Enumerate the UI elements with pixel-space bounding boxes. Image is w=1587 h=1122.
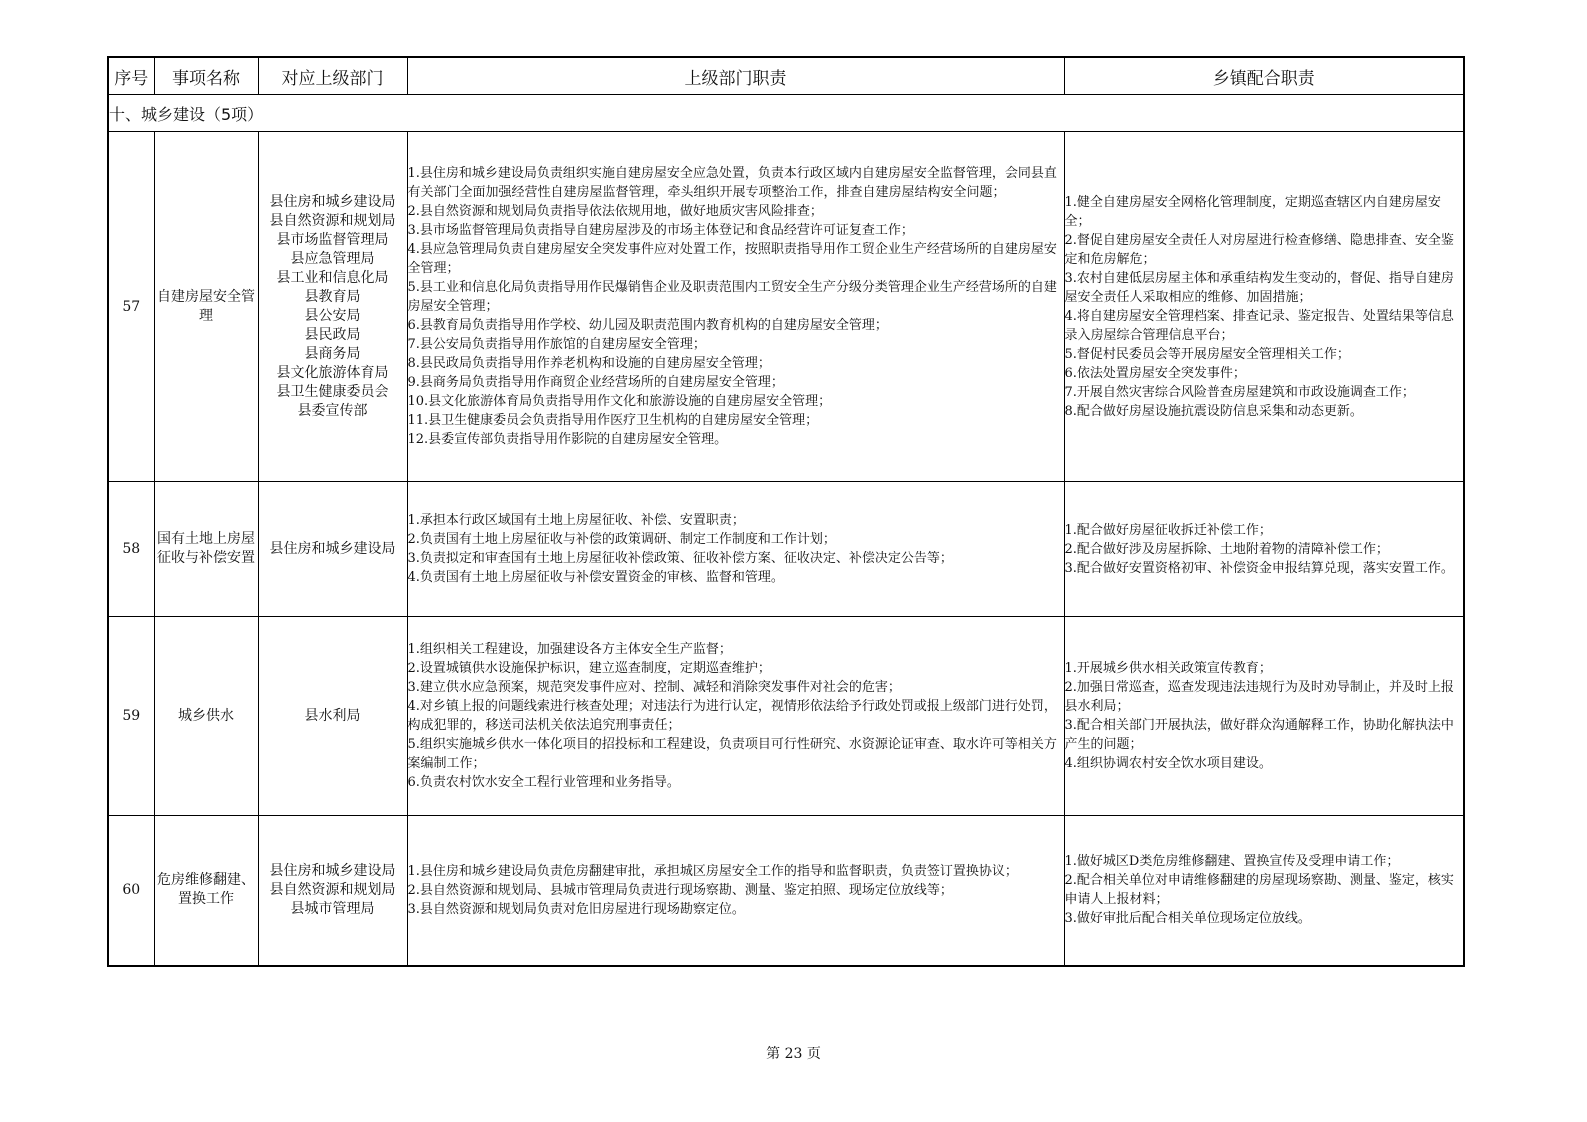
town-duty-item: 2.配合相关单位对申请维修翻建的房屋现场察勘、测量、鉴定，核实申请人上报材料； (1064, 873, 1454, 908)
duty-item: 3.县市场监督管理局负责指导自建房屋涉及的市场主体登记和食品经营许可证复查工作； (407, 223, 914, 238)
superior-duties-cell (407, 617, 1064, 816)
row-number: 59 (108, 617, 154, 816)
header-superior-department: 对应上级部门 (258, 57, 407, 95)
department-item: 县市场监督管理局 (276, 231, 389, 248)
town-duty-item: 4.将自建房屋安全管理档案、排查记录、鉴定报告、处置结果等信息录入房屋综合管理信息平台； (1064, 308, 1454, 343)
header-township-duties: 乡镇配合职责 (1064, 57, 1464, 95)
table-row (108, 482, 1464, 617)
department-item: 县公安局 (304, 307, 361, 324)
duty-item: 2.设置城镇供水设施保护标识，建立巡查制度，定期巡查维护； (407, 661, 771, 676)
row-number: 57 (108, 132, 154, 482)
department-item: 县自然资源和规划局 (269, 881, 396, 898)
duty-item: 4.负责国有土地上房屋征收与补偿安置资金的审核、监督和管理。 (407, 570, 784, 585)
township-duties-cell (1064, 617, 1464, 816)
town-duty-item: 3.配合相关部门开展执法，做好群众沟通解释工作，协助化解执法中产生的问题； (1064, 718, 1454, 752)
town-duty-item: 5.督促村民委员会等开展房屋安全管理相关工作； (1064, 346, 1350, 362)
town-duty-item: 2.配合做好涉及房屋拆除、土地附着物的清障补偿工作； (1064, 541, 1389, 557)
town-duty-item: 7.开展自然灾害综合风险普查房屋建筑和市政设施调查工作； (1064, 384, 1415, 400)
duty-item: 3.县自然资源和规划局负责对危旧房屋进行现场勘察定位。 (407, 901, 745, 917)
department-item: 县商务局 (304, 345, 361, 362)
section-title: 十、城乡建设（5项） (108, 95, 1464, 132)
department-item: 县文化旅游体育局 (276, 364, 389, 381)
department-item: 县住房和城乡建设局 (269, 193, 396, 210)
responsibility-table (107, 56, 1465, 967)
town-duty-item: 1.配合做好房屋征收拆迁补偿工作； (1064, 522, 1272, 538)
town-duty-item: 3.配合做好安置资格初审、补偿资金申报结算兑现，落实安置工作。 (1064, 560, 1454, 576)
town-duty-item: 3.农村自建低层房屋主体和承重结构发生变动的，督促、指导自建房屋安全责任人采取相应的维修、加固措施； (1064, 270, 1454, 305)
duty-item: 8.县民政局负责指导用作养老机构和设施的自建房屋安全管理； (407, 356, 771, 371)
town-duty-item: 1.健全自建房屋安全网格化管理制度，定期巡查辖区内自建房屋安全； (1064, 194, 1441, 229)
duty-item: 7.县公安局负责指导用作旅馆的自建房屋安全管理； (407, 337, 706, 352)
header-item-name: 事项名称 (154, 57, 258, 95)
table-row (108, 816, 1464, 966)
duty-item: 4.对乡镇上报的问题线索进行核查处理；对违法行为进行认定，视情形依法给予行政处罚或报上级部门进行处罚，构成犯罪的，移送司法机关依法追究刑事责任； (407, 699, 1057, 733)
town-duty-item: 1.开展城乡供水相关政策宣传教育； (1064, 661, 1272, 676)
duty-item: 3.负责拟定和审查国有土地上房屋征收补偿政策、征收补偿方案、征收决定、补偿决定公告等； (407, 551, 953, 566)
item-name: 危房维修翻建、置换工作 (154, 816, 258, 966)
superior-duties-cell (407, 132, 1064, 482)
department-item: 县住房和城乡建设局 (269, 540, 396, 557)
header-serial-number: 序号 (108, 57, 154, 95)
department-item: 县工业和信息化局 (276, 269, 389, 286)
town-duty-item: 1.做好城区D类危房维修翻建、置换宣传及受理申请工作； (1064, 854, 1400, 870)
item-name: 城乡供水 (154, 617, 258, 816)
row-number: 60 (108, 816, 154, 966)
page-number: 第 23 页 (766, 1046, 821, 1062)
department-item: 县卫生健康委员会 (276, 383, 389, 400)
header-superior-duties: 上级部门职责 (407, 57, 1064, 95)
town-duty-item: 6.依法处置房屋安全突发事件； (1064, 365, 1246, 381)
table-row (108, 617, 1464, 816)
department-list (258, 132, 407, 482)
department-item: 县住房和城乡建设局 (269, 862, 396, 879)
department-item: 县自然资源和规划局 (269, 212, 396, 229)
duty-item: 2.县自然资源和规划局负责指导依法依规用地，做好地质灾害风险排查； (407, 204, 823, 219)
department-item: 县民政局 (304, 326, 361, 343)
table-row (108, 132, 1464, 482)
town-duty-item: 3.做好审批后配合相关单位现场定位放线。 (1064, 911, 1311, 927)
duty-item: 4.县应急管理局负责自建房屋安全突发事件应对处置工作，按照职责指导用作工贸企业生产经营场所的自建房屋安全管理； (407, 242, 1057, 276)
duty-item: 5.县工业和信息化局负责指导用作民爆销售企业及职责范围内工贸安全生产分级分类管理企业生产经营场所的自建房屋安全管理； (407, 280, 1057, 314)
duty-item: 6.负责农村饮水安全工程行业管理和业务指导。 (407, 775, 680, 790)
duty-item: 12.县委宣传部负责指导用作影院的自建房屋安全管理。 (407, 432, 728, 447)
department-item: 县城市管理局 (290, 900, 375, 917)
town-duty-item: 2.加强日常巡查，巡查发现违法违规行为及时劝导制止，并及时上报县水利局； (1064, 680, 1454, 714)
department-item: 县应急管理局 (290, 250, 375, 267)
section-row (108, 95, 1464, 132)
department-item: 县委宣传部 (297, 402, 368, 419)
table-header-row (108, 57, 1464, 95)
duty-item: 1.县住房和城乡建设局负责危房翻建审批，承担城区房屋安全工作的指导和监督职责，负责签订置换协议； (407, 863, 1018, 879)
department-list (258, 617, 407, 816)
superior-duties-cell (407, 482, 1064, 617)
duty-item: 1.组织相关工程建设，加强建设各方主体安全生产监督； (407, 642, 732, 657)
duty-item: 1.县住房和城乡建设局负责组织实施自建房屋安全应急处置，负责本行政区域内自建房屋安全监督管理，会同县直有关部门全面加强经营性自建房屋监督管理，牵头组织开展专项整治工作，排查自建房屋结构安全问题； (407, 166, 1057, 200)
superior-duties-cell (407, 816, 1064, 966)
town-duty-item: 2.督促自建房屋安全责任人对房屋进行检查修缮、隐患排查、安全鉴定和危房解危； (1064, 232, 1454, 267)
duty-item: 11.县卫生健康委员会负责指导用作医疗卫生机构的自建房屋安全管理； (407, 413, 819, 428)
department-list (258, 816, 407, 966)
duty-item: 10.县文化旅游体育局负责指导用作文化和旅游设施的自建房屋安全管理； (407, 394, 832, 409)
department-list (258, 482, 407, 617)
row-number: 58 (108, 482, 154, 617)
item-name: 国有土地上房屋征收与补偿安置 (154, 482, 258, 617)
township-duties-cell (1064, 482, 1464, 617)
duty-item: 3.建立供水应急预案，规范突发事件应对、控制、减轻和消除突发事件对社会的危害； (407, 680, 901, 695)
duty-item: 2.县自然资源和规划局、县城市管理局负责进行现场察勘、测量、鉴定拍照、现场定位放线等； (407, 882, 953, 898)
township-duties-cell (1064, 132, 1464, 482)
department-item: 县水利局 (304, 707, 361, 724)
town-duty-item: 4.组织协调农村安全饮水项目建设。 (1064, 756, 1272, 771)
township-duties-cell (1064, 816, 1464, 966)
duty-item: 2.负责国有土地上房屋征收与补偿的政策调研、制定工作制度和工作计划； (407, 532, 836, 547)
department-item: 县教育局 (304, 288, 361, 305)
item-name: 自建房屋安全管理 (154, 132, 258, 482)
duty-item: 1.承担本行政区域国有土地上房屋征收、补偿、安置职责； (407, 513, 745, 528)
duty-item: 9.县商务局负责指导用作商贸企业经营场所的自建房屋安全管理； (407, 375, 784, 390)
duty-item: 5.组织实施城乡供水一体化项目的招投标和工程建设，负责项目可行性研究、水资源论证审查、取水许可等相关方案编制工作； (407, 737, 1057, 771)
town-duty-item: 8.配合做好房屋设施抗震设防信息采集和动态更新。 (1064, 403, 1363, 419)
duty-item: 6.县教育局负责指导用作学校、幼儿园及职责范围内教育机构的自建房屋安全管理； (407, 318, 888, 333)
